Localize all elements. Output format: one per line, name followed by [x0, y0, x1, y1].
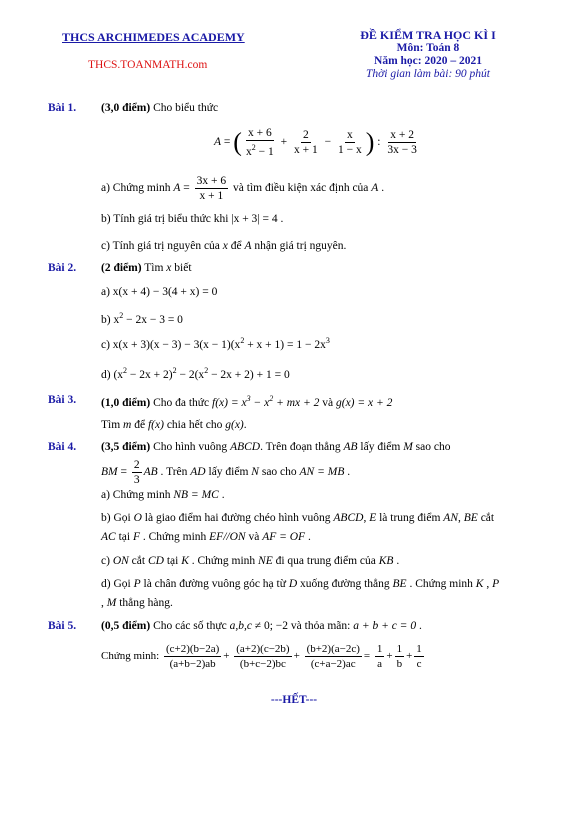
problem-3-line2: Tìm m để f(x) chia hết cho g(x).: [101, 419, 247, 431]
problem-1-intro: (3,0 điểm) Cho biểu thức: [101, 102, 219, 114]
problem-5-label: Bài 5.: [48, 620, 77, 632]
problem-2c: c) $x(x + 3)(x - 3) - 3(x - 1)(x^2 + x + 1) = 1 - 2x^3$: [101, 336, 330, 351]
expression-A: A = ( $\frac{x + 6}{x^2 - 1}$ + $\frac{2}{x + 1}$ − $\frac{x}{1 - x}$ ) : $\frac{x + 2}{3x - 3}$: [214, 127, 417, 158]
problem-1b: b) Tính giá trị biểu thức khi |x + 3| = 4 .: [101, 213, 284, 225]
problem-4b: b) Gọi O là giao điểm hai đường chéo hình vuông ABCD, E là trung điểm AN, BE cắt: [101, 512, 495, 524]
school-name: THCS ARCHIMEDES ACADEMY: [62, 30, 245, 44]
problem-2b: b) $x^2 - 2x - 3 = 0$: [101, 311, 183, 326]
end-marker: ---HẾT---: [270, 694, 318, 706]
exam-year: Năm học: 2020 – 2021: [374, 55, 482, 67]
problem-3-label: Bài 3.: [48, 394, 77, 406]
problem-4c: c) ON cắt CD tại K . Chứng minh NE đi qua trung điểm của KB .: [101, 555, 400, 567]
problem-4-intro-line2: BM = $\frac{2}{3}$ AB . Trên AD lấy điểm N sao cho AN = MB .: [101, 459, 351, 486]
problem-2d: d) $(x^2 - 2x + 2)^2 - 2(x^2 - 2x + 2) + 1 = 0$: [101, 366, 290, 381]
site-name: THCS.TOANMATH.com: [88, 59, 208, 71]
problem-4b-line2: AC tại F . Chứng minh EF//ON và AF = OF .: [101, 531, 311, 543]
exam-time: Thời gian làm bài: 90 phút: [365, 68, 491, 80]
exam-subject: Môn: Toán 8: [396, 42, 460, 54]
problem-3-intro: (1,0 điểm) Cho đa thức $f(x) = x^3 - x^2$ + mx + 2 và g(x) = x + 2: [101, 394, 393, 409]
exam-title: ĐỀ KIỂM TRA HỌC KÌ I: [360, 28, 496, 42]
problem-4d-line2: , M thẳng hàng.: [101, 597, 173, 609]
problem-5-intro: (0,5 điểm) Cho các số thực a,b,c ≠ 0; −2 và thỏa mãn: a + b + c = 0 .: [101, 620, 422, 632]
problem-5-proof: Chứng minh: $\frac{(c+2)(b-2a)}{(a+b-2)ab}$ + $\frac{(a+2)(c-2b)}{(b+c-2)bc}$ + $\frac{(b+2)(a-2c)}{(c+a-2)ac}$ = $\frac{1}{a}$ + $\frac{1}{b}$ + $\frac{1}{c}$: [101, 643, 422, 670]
problem-1c: c) Tính giá trị nguyên của x để A nhận giá trị nguyên.: [101, 240, 347, 252]
problem-2-intro: (2 điểm) Tìm x biết: [101, 262, 192, 274]
problem-1a: a) Chứng minh A = $\frac{3x + 6}{x + 1}$ và tìm điều kiện xác định của A .: [101, 175, 385, 202]
problem-2-label: Bài 2.: [48, 262, 77, 274]
problem-4a: a) Chứng minh NB = MC .: [101, 489, 225, 501]
problem-2a: a) x(x + 4) − 3(4 + x) = 0: [101, 286, 218, 298]
problem-4-intro: (3,5 điểm) Cho hình vuông ABCD. Trên đoạn thẳng AB lấy điểm M sao cho: [101, 441, 451, 453]
problem-4-label: Bài 4.: [48, 441, 77, 453]
problem-4d: d) Gọi P là chân đường vuông góc hạ từ D xuống đường thẳng BE . Chứng minh K , P: [101, 578, 500, 590]
problem-1-label: Bài 1.: [48, 102, 77, 114]
